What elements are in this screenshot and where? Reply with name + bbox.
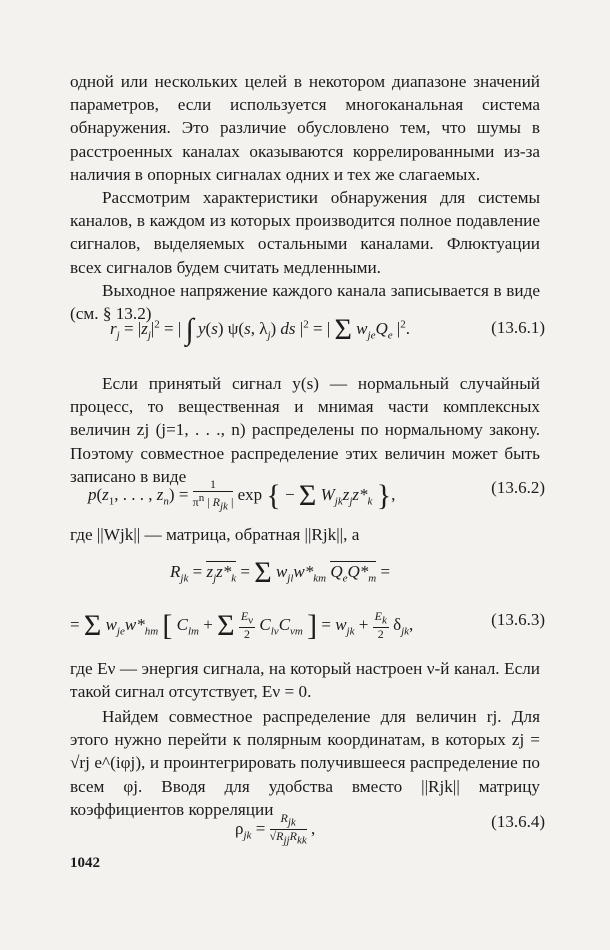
paragraph-2: Рассмотрим характеристики обнаружения для системы каналов, в каждом из которых производится полное подавление сигналов, выделяемых остальными каналами. Флюктуации всех сигналов будем считать медленными.: [70, 188, 540, 277]
equation-number-1: (13.6.1): [491, 318, 545, 337]
paragraph-1: одной или нескольких целей в некотором диапазоне значений параметров, если используется многоканальная система обнаружения. Это различие обусловлено тем, что шумы в расстроенных каналах оказываются коррелированными из-за наличия в опорных сигналах одних и тех же слагаемых.: [70, 72, 540, 184]
equation-13-6-4: $\rho_{jk}$ = $\frac{\text{Rjk}}{\text{√RjjRkk}}$ , (13.6.4): [235, 811, 545, 847]
paragraph-5: где ||Wjk|| — матрица, обратная ||Rjk||, а: [70, 525, 360, 544]
page-number: 1042: [70, 855, 100, 871]
equation-13-6-3-line-2: = Σ $w_{je}w*_{hm}$ [ $C_{lm} + \Sigma$ $\frac{E\nu}{2}$ $C_{l\nu}C_{\nu m}$ ] = $w_{jk}$ + $\frac{Ek}{2}$ $\delta_{jk}$, (13.6.3): [70, 608, 545, 642]
equation-13-6-3-line-1: $R_{jk} = z_jz*_k = \Sigma$ $w_{jl}w*_{km}$ $Q_eQ*_m$ =: [170, 556, 391, 590]
paragraph-7: Найдем совместное распределение для величин rj. Для этого нужно перейти к полярным координатам, в которых zj = √rj e^(iφj), и проинтегрировать получившееся распределение по всем φj. Вводя для удобства вместо ||Rjk|| матрицу коэффициентов корреляции: [70, 707, 540, 819]
paragraph-4: Если принятый сигнал y(s) — нормальный случайный процесс, то вещественная и мнимая части комплексных величин zj (j=1, . . ., n) распределены по нормальному закону. Поэтому совместное распределение этих величин может быть записано в виде: [70, 374, 540, 486]
equation-number-2: (13.6.2): [491, 478, 545, 497]
equation-number-3: (13.6.3): [491, 610, 545, 629]
paragraph-6: где Eν — энергия сигнала, на который настроен ν-й канал. Если такой сигнал отсутствует, Eν = 0.: [70, 659, 540, 702]
equation-13-6-2: $p(z_1$, . . . , $z_n$) = $\frac{1}{\text{πn | Rjk |}}$ exp { − Σ $W_{jk}z_jz*_k$ }, (13.6.2): [88, 477, 545, 513]
paragraph-3: Выходное напряжение каждого канала записывается в виде (см. § 13.2): [70, 281, 540, 324]
equation-13-6-1: $r_j = |z_j|^2$ = | ∫ y(s) ψ(s, $\lambda_j$) ds $|^2$ = | Σ $w_{je}Q_e$ $|^2$. (13.6.1): [110, 312, 545, 346]
equation-number-4: (13.6.4): [491, 812, 545, 831]
